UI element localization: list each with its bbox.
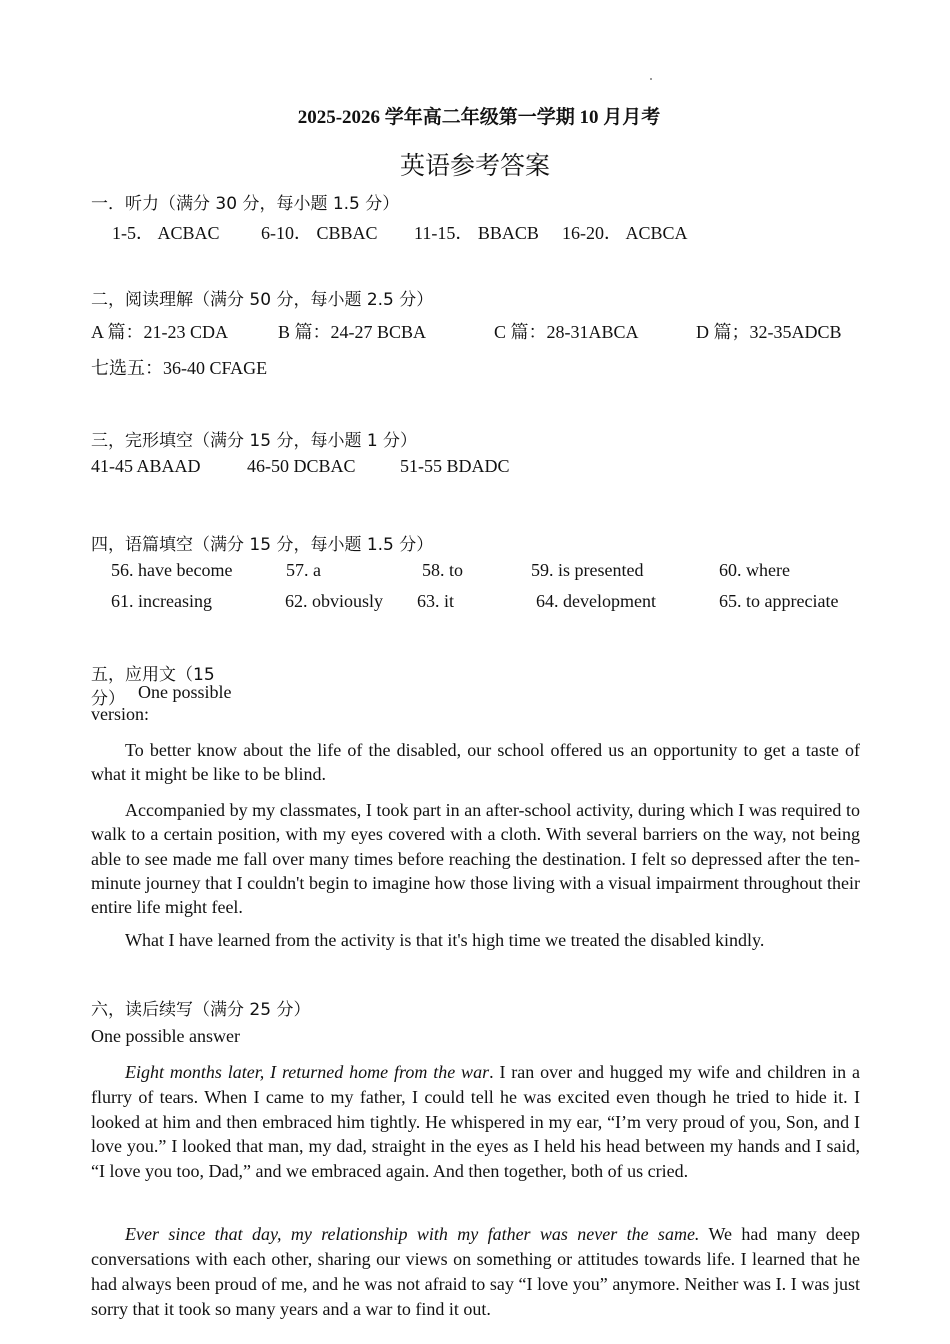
grammar-fill-heading: 四，语篇填空（满分 15 分，每小题 1.5 分）: [91, 535, 434, 555]
continuation-text: We had many deep conversations with each other, sharing our views on something or attitudes towards life. I learned that he had always been proud of me, and he was not afraid to say “I love you” anymore. Neither was I. I was just sorry that it took so many years and a war to find it out.: [91, 1224, 861, 1319]
grammar-answer: 64. development: [536, 591, 656, 611]
cloze-answer: 46-50 DCBAC: [247, 456, 356, 476]
grammar-answer: 62. obviously: [285, 591, 384, 611]
grammar-answer: 61. increasing: [111, 591, 212, 611]
listening-answer: 11-15． BBACB: [414, 223, 539, 243]
given-opening-sentence: Ever since that day, my relationship with my father was never the same.: [125, 1224, 700, 1244]
listening-answer: 1-5． ACBAC: [112, 223, 220, 243]
listening-answer: 16-20． ACBCA: [562, 223, 688, 243]
listening-heading: 一．听力（满分 30 分，每小题 1.5 分）: [91, 194, 400, 214]
reading-passage-answer: C 篇：28-31ABCA: [494, 322, 639, 342]
seven-choose-five-answer: 七选五：36-40 CFAGE: [91, 358, 268, 378]
continuation-writing-heading: 六，读后续写（满分 25 分）: [91, 1000, 311, 1020]
grammar-answer: 60. where: [719, 560, 790, 580]
grammar-answer: 63. it: [417, 591, 455, 611]
answer-label: One possible answer: [91, 1026, 240, 1046]
sample-essay-paragraph: What I have learned from the activity is that it's high time we treated the disabled kindly.: [125, 930, 765, 950]
given-opening-sentence: Eight months later, I returned home from the war: [125, 1062, 490, 1082]
reading-passage-answer: A 篇：21-23 CDA: [91, 322, 229, 342]
document-subtitle: 英语参考答案: [399, 151, 550, 180]
cloze-answer: 51-55 BDADC: [400, 456, 510, 476]
scan-speck: [650, 78, 652, 80]
reading-passage-answer: B 篇：24-27 BCBA: [278, 322, 427, 342]
continuation-paragraph: [91, 1060, 860, 1184]
practical-writing-heading: 五，应用文（15: [91, 665, 215, 685]
practical-writing-heading-cont: 分）: [91, 689, 125, 709]
cloze-heading: 三，完形填空（满分 15 分，每小题 1 分）: [91, 431, 418, 451]
reading-passage-answer: D 篇；32-35ADCB: [696, 322, 842, 342]
continuation-paragraph: [91, 1222, 860, 1322]
version-label: One possible: [138, 682, 232, 702]
grammar-answer: 58. to: [422, 560, 464, 580]
exam-title: 2025-2026 学年高二年级第一学期 10 月月考: [297, 107, 661, 128]
grammar-answer: 57. a: [286, 560, 321, 580]
cloze-answer: 41-45 ABAAD: [91, 456, 201, 476]
grammar-answer: 59. is presented: [531, 560, 644, 580]
grammar-answer: 65. to appreciate: [719, 591, 839, 611]
sample-essay-paragraph: Accompanied by my classmates, I took part in an after-school activity, during which I was required to walk to a certain position, with my eyes covered with a cloth. With several barriers on the way, not being able to see made me fall over many times before reaching the destination. I felt so depressed after the ten-minute journey that I couldn't begin to imagine how those living with a visual impairment throughout their entire life might feel.: [91, 800, 860, 918]
reading-heading: 二，阅读理解（满分 50 分，每小题 2.5 分）: [91, 290, 434, 310]
continuation-text: . I ran over and hugged my wife and children in a flurry of tears. When I came to my father, I could tell he was excited even though he tried to hide it. I looked at him and then embraced him tightly. He whispered in my ear, “I’m very proud of you, Son, and I love you.” I looked that man, my dad, straight in the eyes as I held his head between my hands and I said, “I love you too, Dad,” and we embraced again. And then together, both of us cried.: [91, 1062, 860, 1182]
listening-answer: 6-10． CBBAC: [261, 223, 378, 243]
grammar-answer: 56. have become: [111, 560, 233, 580]
version-label-cont: version:: [91, 704, 149, 724]
sample-essay-paragraph: To better know about the life of the disabled, our school offered us an opportunity to get a taste of what it might be like to be blind.: [91, 740, 860, 785]
